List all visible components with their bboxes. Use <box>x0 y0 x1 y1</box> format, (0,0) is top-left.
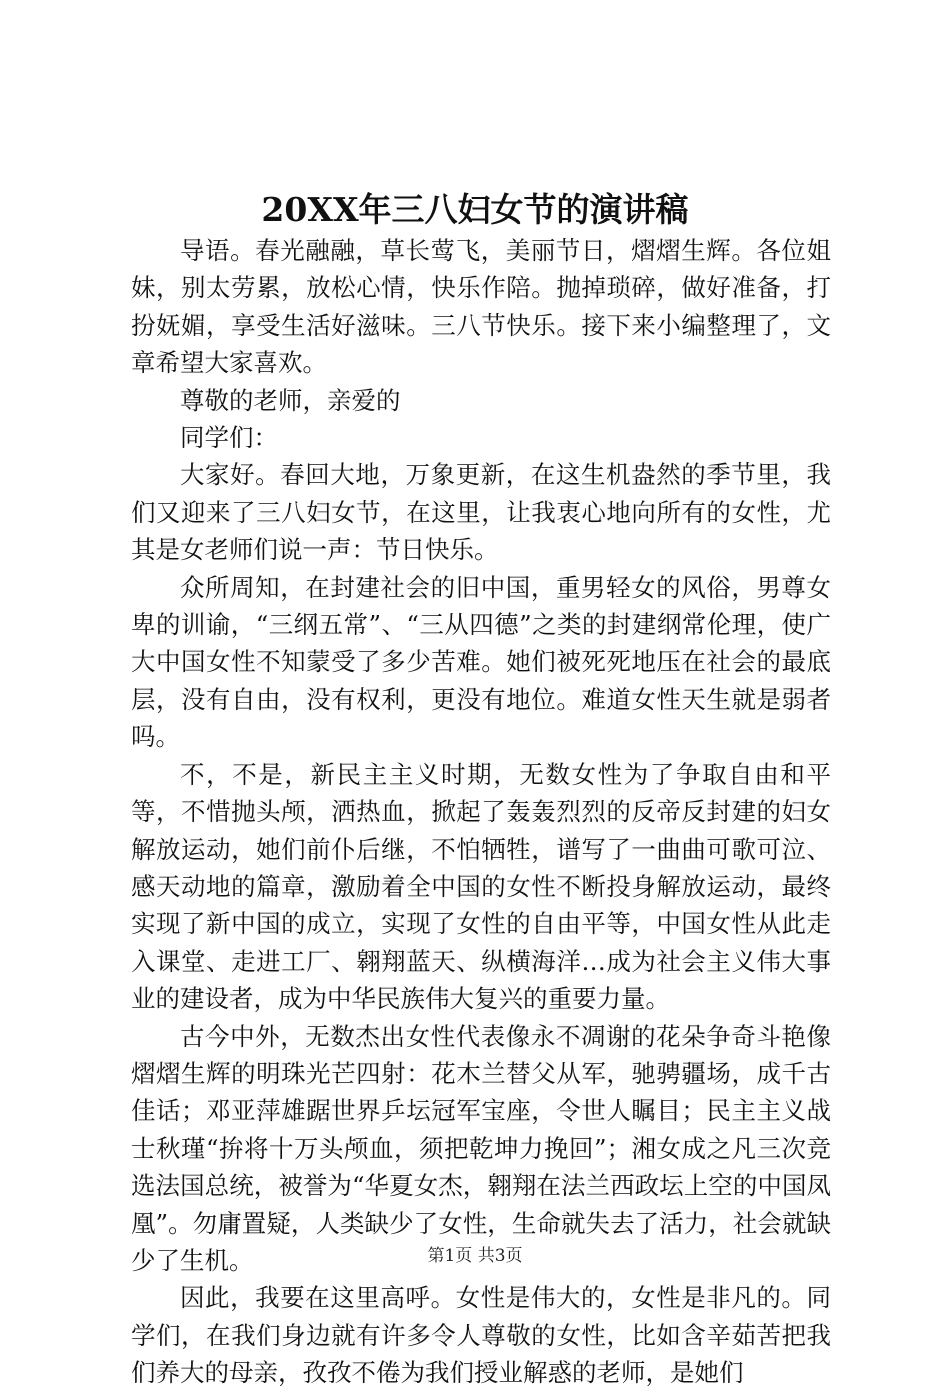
paragraph-intro: 导语。春光融融，草长莺飞，美丽节日，熠熠生辉。各位姐妹，别太劳累，放松心情，快乐作陪。抛掉琐碎，做好准备，打扮妩媚，享受生活好滋味。三八节快乐。接下来小编整理了，文章希望大家喜欢。 <box>131 236 831 378</box>
paragraph: 大家好。春回大地，万象更新，在这生机盎然的季节里，我们又迎来了三八妇女节，在这里，让我衷心地向所有的女性，尤其是女老师们说一声：节日快乐。 <box>131 460 831 565</box>
document-title: 20XX年三八妇女节的演讲稿 <box>261 190 689 229</box>
page-number-footer: 第1页 共3页 <box>427 1246 523 1266</box>
paragraph: 古今中外，无数杰出女性代表像永不凋谢的花朵争奇斗艳像熠熠生辉的明珠光芒四射：花木兰替父从军，驰骋疆场，成千古佳话；邓亚萍雄踞世界乒坛冠军宝座，令世人瞩目；民主主义战士秋瑾“拚将十万头颅血，须把乾坤力挽回”；湘女成之凡三次竞选法国总统，被誉为“华夏女杰，翱翔在法兰西政坛上空的中国凤凰”。勿庸置疑，人类缺少了女性，生命就失去了活力，社会就缺少了生机。 <box>131 1021 831 1275</box>
paragraph-salutation: 尊敬的老师，亲爱的 <box>180 385 401 415</box>
paragraph: 不，不是，新民主主义时期，无数女性为了争取自由和平等，不惜抛头颅，洒热血，掀起了轰轰烈烈的反帝反封建的妇女解放运动，她们前仆后继，不怕牺牲，谱写了一曲曲可歌可泣、感天动地的篇章，激励着全中国的女性不断投身解放运动，最终实现了新中国的成立，实现了女性的自由平等，中国女性从此走入课堂、走进工厂、翱翔蓝天、纵横海洋…成为社会主义伟大事业的建设者，成为中华民族伟大复兴的重要力量。 <box>131 759 831 1014</box>
paragraph: 因此，我要在这里高呼。女性是伟大的，女性是非凡的。同学们，在我们身边就有许多令人尊敬的女性，比如含辛茹苦把我们养大的母亲，孜孜不倦为我们授业解惑的老师，是她们 <box>131 1283 831 1388</box>
document-body <box>131 232 831 1392</box>
paragraph: 众所周知，在封建社会的旧中国，重男轻女的风俗，男尊女卑的训谕，“三纲五常”、“三从四德”之类的封建纲常伦理，使广大中国女性不知蒙受了多少苦难。她们被死死地压在社会的最底层，没有自由，没有权利，更没有地位。难道女性天生就是弱者吗。 <box>131 572 831 752</box>
paragraph-greeting: 同学们： <box>180 423 278 453</box>
